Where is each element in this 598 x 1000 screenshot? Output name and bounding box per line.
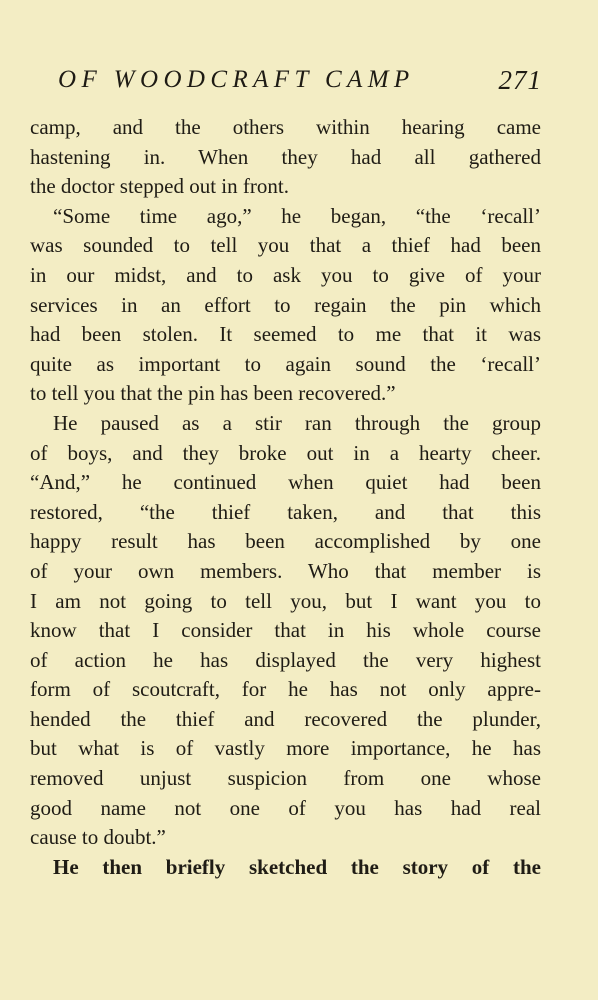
text-line: form of scoutcraft, for he has not only appre- bbox=[30, 677, 541, 702]
text-line: of your own members. Who that member is bbox=[30, 558, 541, 583]
text-line: quite as important to again sound the ‘recall’ bbox=[30, 351, 541, 376]
text-line: restored, “the thief taken, and that this bbox=[30, 499, 541, 524]
body-text bbox=[30, 113, 541, 882]
page-header bbox=[30, 60, 542, 100]
text-line: I am not going to tell you, but I want you to bbox=[30, 588, 541, 613]
text-line: in our midst, and to ask you to give of your bbox=[30, 262, 541, 287]
text-line: happy result has been accomplished by one bbox=[30, 529, 541, 554]
text-line: hastening in. When they had all gathered bbox=[30, 144, 541, 169]
text-line: know that I consider that in his whole course bbox=[30, 618, 541, 643]
text-line: “And,” he continued when quiet had been bbox=[30, 470, 541, 495]
text-line: but what is of vastly more importance, he has bbox=[30, 736, 541, 761]
text-line: of action he has displayed the very highest bbox=[30, 647, 541, 672]
text-line: was sounded to tell you that a thief had been bbox=[30, 233, 541, 258]
text-line: removed unjust suspicion from one whose bbox=[30, 766, 541, 791]
text-line: the doctor stepped out in front. bbox=[30, 174, 289, 199]
text-line: He paused as a stir ran through the group bbox=[53, 410, 541, 435]
text-line: to tell you that the pin has been recovered.” bbox=[30, 381, 396, 406]
text-line: camp, and the others within hearing came bbox=[30, 115, 541, 139]
running-head: OF WOODCRAFT CAMP bbox=[58, 66, 415, 93]
text-line: services in an effort to regain the pin which bbox=[30, 292, 541, 317]
text-line: “Some time ago,” he began, “the ‘recall’ bbox=[53, 203, 541, 228]
text-line: had been stolen. It seemed to me that it was bbox=[30, 322, 541, 347]
text-line: cause to doubt.” bbox=[30, 825, 166, 850]
page-number: 271 bbox=[498, 65, 542, 95]
text-line: hended the thief and recovered the plunder, bbox=[30, 706, 541, 731]
text-line: good name not one of you has had real bbox=[30, 795, 541, 820]
text-line: of boys, and they broke out in a hearty cheer. bbox=[30, 440, 541, 465]
text-line: He then briefly sketched the story of the bbox=[53, 854, 541, 879]
